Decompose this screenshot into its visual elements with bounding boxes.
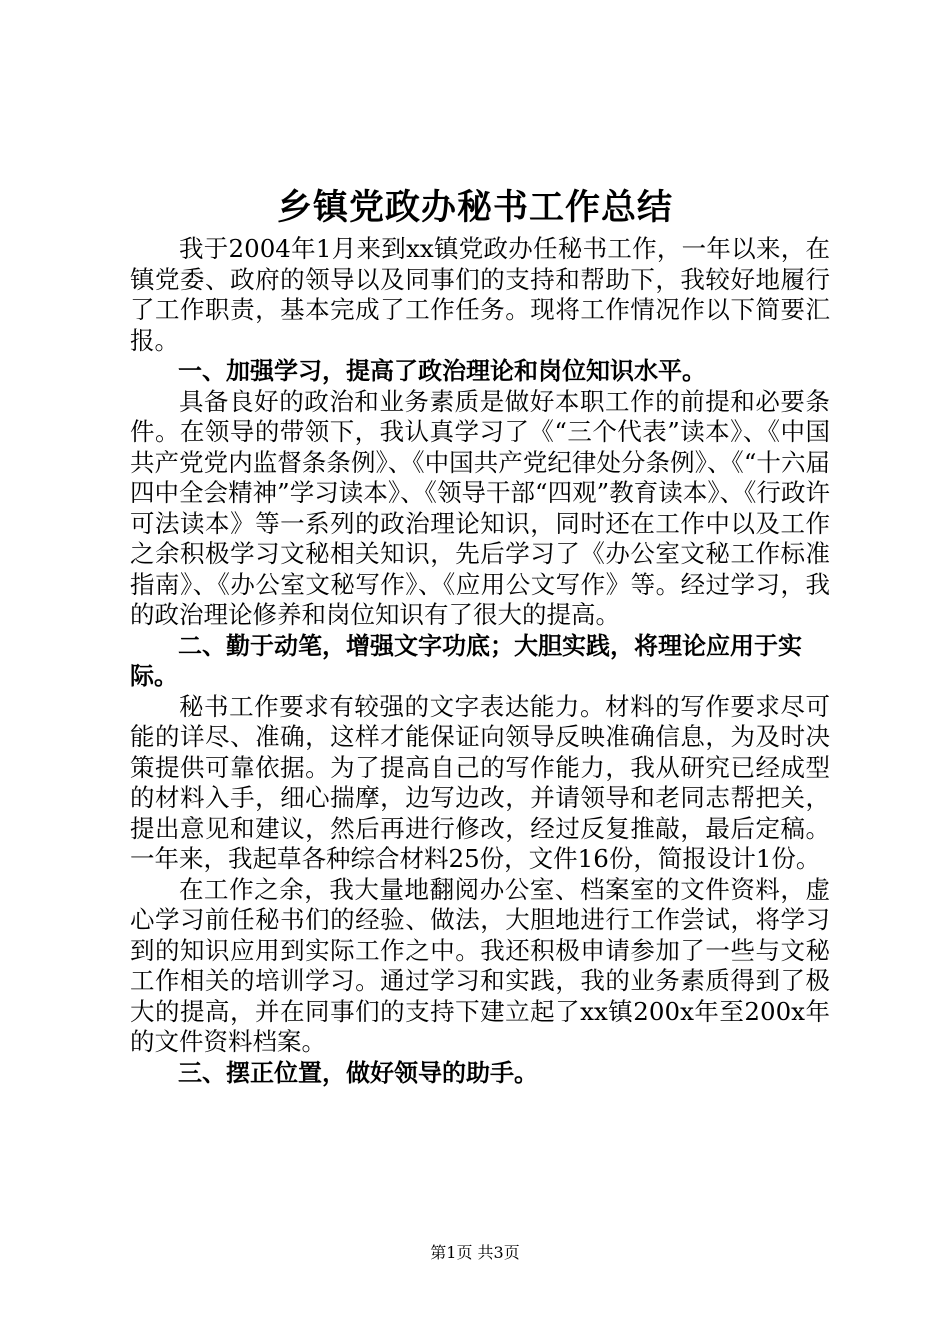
section-heading-1: 一、加强学习，提高了政治理论和岗位知识水平。 bbox=[178, 357, 706, 385]
page-number-footer: 第1页 共3页 bbox=[430, 1243, 520, 1262]
section-2-paragraph-2: 在工作之余，我大量地翻阅办公室、档案室的文件资料，虚心学习前任秘书们的经验、做法，大胆地进行工作尝试，将学习到的知识应用到实际工作之中。我还积极申请参加了一些与文秘工作相关的培训学习。通过学习和实践，我的业务素质得到了极大的提高，并在同事们的支持下建立起了xx镇200x年至200x年的文件资料档案。 bbox=[130, 874, 830, 1056]
section-heading-3: 三、摆正位置，做好领导的助手。 bbox=[178, 1058, 538, 1087]
section-1-paragraph: 具备良好的政治和业务素质是做好本职工作的前提和必要条件。在领导的带领下，我认真学习了《“三个代表”读本》、《中国共产党党内监督条条例》、《中国共产党纪律处分条例》、《“十六届四中全会精神”学习读本》、《领导干部“四观”教育读本》、《行政许可法读本》等一系列的政治理论知识，同时还在工作中以及工作之余积极学习文秘相关知识，先后学习了《办公室文秘工作标准指南》、《办公室文秘写作》、《应用公文写作》等。经过学习，我的政治理论修养和岗位知识有了很大的提高。 bbox=[130, 386, 830, 629]
intro-paragraph: 我于2004年1月来到xx镇党政办任秘书工作，一年以来，在镇党委、政府的领导以及同事们的支持和帮助下，我较好地履行了工作职责，基本完成了工作任务。现将工作情况作以下简要汇报。 bbox=[130, 234, 830, 355]
document-title: 乡镇党政办秘书工作总结 bbox=[276, 187, 673, 228]
section-2-paragraph-1: 秘书工作要求有较强的文字表达能力。材料的写作要求尽可能的详尽、准确，这样才能保证向领导反映准确信息，为及时决策提供可靠依据。为了提高自己的写作能力，我从研究已经成型的材料入手，细心揣摩，边写边改，并请领导和老同志帮把关，提出意见和建议，然后再进行修改，经过反复推敲，最后定稿。一年来，我起草各种综合材料25份，文件16份，简报设计1份。 bbox=[130, 691, 830, 873]
section-heading-2: 二、勤于动笔，增强文字功底；大胆实践，将理论应用于实际。 bbox=[130, 631, 802, 690]
document-body bbox=[130, 234, 830, 1088]
